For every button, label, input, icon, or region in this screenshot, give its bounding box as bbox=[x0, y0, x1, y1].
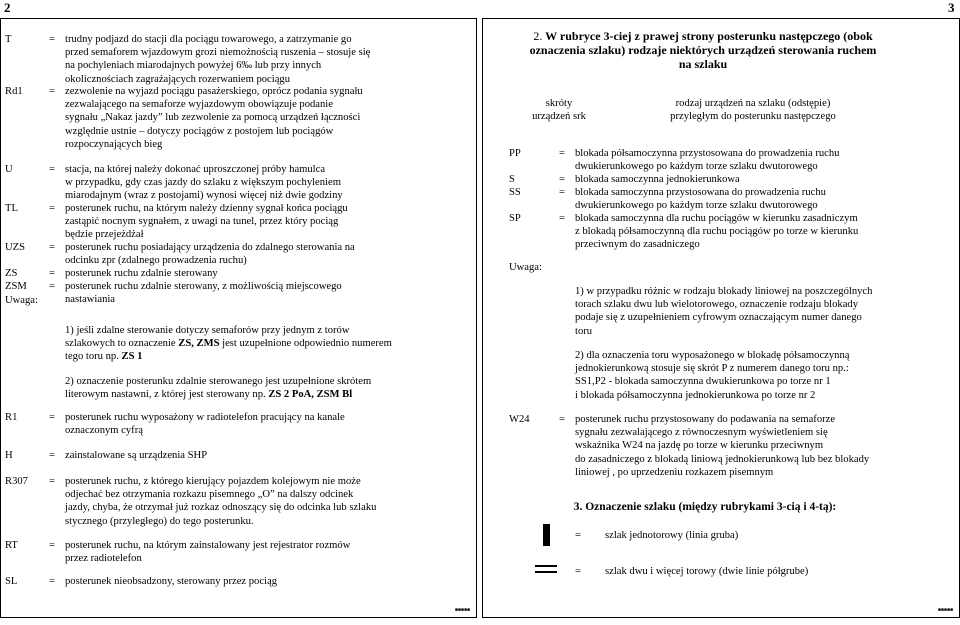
definition-line: przeciwnym do zasadniczego bbox=[575, 239, 700, 251]
definition-line: z blokadą półsamoczynną dla ruchu pociągów po torze w kierunku bbox=[575, 226, 859, 238]
note-line: jednokierunkową stosuje się skrót P z numerem danego toru np.: bbox=[575, 363, 849, 375]
definition-text bbox=[65, 241, 385, 267]
right-page: 2. W rubryce 3-ciej z prawej strony posterunku następczego (obok oznaczenia szlaku) rodzaje niektórych urządzeń sterowania ruchem na szlaku skróty urządzeń srk rodzaj urządzeń na szlaku (odstępie) przyległym do posterunku następczego PP = blokada półsamoczynna przystosowana do prowadzenia ruchu dwukierunkowego po każdym torze szlaku dwutorowego S = blokada samoczynna jednokierunkowa SS = blokada samoczynna przystosowana do prowadzenia ruchu dwukierunkowego po każdym torze szlaku dwutorowego SP = blokada samoczynna dla ruchu pociągów w kierunku zasadniczym z blokadą półsamoczynną dla ruchu pociągów po torze w kierunku przeciwnym do zasadniczego Uwaga: 1) w przypadku różnic w rodzaju blokady liniowej na poszczególnych torach szlaku dwu lub wielotorowego, oznaczenie rodzaju blokady podaje się z uzupełnieniem cyfrowym oznaczającym numer danego toru 2) dla oznaczenia toru wyposażonego w blokadę półsamoczynną jednokierunkową stosuje się skrót P z numerem danego toru np.: SS1,P2 - blokada samoczynna dwukierunkowa po torze nr 1 i blokada półsamoczynna jednokierunkowa po torze nr 2 W24 = posterunek ruchu przystosowany do podawania na semaforze sygnału zezwalającego z równoczesnym wyświetleniem się wskaźnika W24 na jazdę po torze w kierunku przeciwnym do zasadniczego z blokadą liniową jednokierunkową lub bez blokady liniowej , po uprzedzeniu rozkazem pisemnym 3. Oznaczenie szlaku (między rubrykami 3-cią i 4-tą): = szlak jednotorowy (linia gruba) = szlak dwu i więcej torowy (dwie linie półgrube) ■■■■■ bbox=[482, 18, 960, 618]
definition-line: zezwolenie na wyjazd pociągu pasażerskiego, oprócz podania sygnału bbox=[65, 86, 363, 97]
equals-sign: = bbox=[49, 412, 55, 423]
definition-text bbox=[65, 449, 385, 462]
definition-line: jazdy, chyba, że otrzymał już rozkaz odnoszący się do odcinka lub szlaku bbox=[65, 502, 377, 514]
definition-line: miarodajnym (wraz z postojami) wynosi więcej niż dwie godziny bbox=[65, 190, 343, 202]
equals-sign: = bbox=[49, 203, 55, 214]
column-header-type: rodzaj urządzeń na szlaku (odstępie) przyległym do posterunku następczego bbox=[670, 98, 836, 123]
definition-line: posterunek ruchu przystosowany do podawania na semaforze bbox=[575, 414, 836, 425]
definition-line: posterunek ruchu, na którym zainstalowany jest rejestrator rozmów bbox=[65, 540, 351, 551]
equals-sign: = bbox=[559, 148, 565, 159]
definition-line: zezwalającego na semaforze wyjazdowym obowiązuje podanie bbox=[65, 99, 333, 111]
abbreviation: T bbox=[5, 34, 12, 45]
definition-text bbox=[575, 147, 875, 173]
definition-line: liniowej , po uprzedzeniu rozkazem pisemnym bbox=[575, 466, 774, 478]
definition-line: posterunek ruchu zdalnie sterowany, z możliwością miejscowego bbox=[65, 281, 342, 292]
note-line: 2) dla oznaczenia toru wyposażonego w blokadę półsamoczynną bbox=[575, 350, 850, 361]
left-page: T = trudny podjazd do stacji dla pociągu towarowego, a zatrzymanie go przed semaforem wjazdowym grozi niemożnością ruszenia – stosuje się na pochyleniach miarodajnych powyżej 6‰ lub przy innych okolicznościach zagrażających rozerwaniem pociągu Rd1 = zezwolenie na wyjazd pociągu pasażerskiego, oprócz podania sygnału zezwalającego na semaforze wyjazdowym obowiązuje podanie sygnału „Nakaz jazdy” lub zezwolenie za pomocą urządzeń łączności względnie ustnie – dotyczy pociągów z postojem lub pociągów rozpoczynających bieg U = stacja, na której należy dokonać uproszczonej próby hamulca w przypadku, gdy czas jazdy do szlaku z większym pochyleniem miarodajnym (wraz z postojami) wynosi więcej niż dwie godziny TL = posterunek ruchu, na którym należy dzienny sygnał końca pociągu zastąpić nocnym sygnałem, z uwagi na tunel, przez który pociąg będzie przejeżdżał UZS = posterunek ruchu posiadający urządzenia do zdalnego sterowania na odcinku zpr (zdalnego prowadzenia ruchu) ZS = posterunek ruchu zdalnie sterowany ZSM = posterunek ruchu zdalnie sterowany, z możliwością miejscowego nastawiania Uwaga: 1) jeśli zdalne sterowanie dotyczy semaforów przy jednym z torów szlakowych to oznaczenie ZS, ZMS jest uzupełnione odpowiednio numerem tego toru np. ZS 1 2) oznaczenie posterunku zdalnie sterowanego jest uzupełnione skrótem literowym nastawni, z której jest sterowany np. ZS 2 PoA, ZSM Bl R1 = posterunek ruchu wyposażony w radiotelefon pracujący na kanale oznaczonym cyfrą H = zainstalowane są urządzenia SHP R307 = posterunek ruchu, z którego kierujący pojazdem kolejowym nie może odjechać bez otrzymania rozkazu pisemnego „O” na dalszy odcinek jazdy, chyba, że otrzymał już rozkaz odnoszący się do odcinka lub szlaku stycznego (przyległego) do tego posterunku. RT = posterunek ruchu, na którym zainstalowany jest rejestrator rozmów przez radiotelefon SL = posterunek nieobsadzony, sterowany przez pociąg ■■■■■ bbox=[0, 18, 477, 618]
equals-sign: = bbox=[559, 414, 565, 425]
definition-line: do zasadniczego z blokadą liniową jednokierunkową lub bez blokady bbox=[575, 453, 870, 465]
definition-line: trudny podjazd do stacji dla pociągu towarowego, a zatrzymanie go bbox=[65, 34, 352, 45]
left-note-2: 2) oznaczenie posterunku zdalnie sterowanego jest uzupełnione skrótem literowym nastawni, z której jest sterowany np. ZS 2 PoA, ZSM Bl bbox=[65, 376, 372, 401]
note-line: toru bbox=[575, 325, 593, 337]
abbreviation: TL bbox=[5, 203, 18, 214]
definition-line: posterunek ruchu zdalnie sterowany bbox=[65, 268, 218, 279]
note-line: 1) w przypadku różnic w rodzaju blokady liniowej na poszczególnych bbox=[575, 286, 873, 297]
right-note-2 bbox=[575, 349, 875, 402]
definition-line: rozpoczynających bieg bbox=[65, 138, 163, 150]
definition-text bbox=[575, 212, 875, 252]
abbreviation: U bbox=[5, 164, 13, 175]
note-line: torach szlaku dwu lub wielotorowego, oznaczenie rodzaju blokady bbox=[575, 299, 858, 311]
definition-line: posterunek ruchu, z którego kierujący pojazdem kolejowym nie może bbox=[65, 476, 361, 487]
definition-line: blokada samoczynna dla ruchu pociągów w kierunku zasadniczym bbox=[575, 213, 858, 224]
note-line: i blokada półsamoczynna jednokierunkowa po torze nr 2 bbox=[575, 389, 816, 401]
page-number-right: 3 bbox=[948, 0, 955, 15]
equals-sign: = bbox=[559, 213, 565, 224]
double-track-lines-icon bbox=[535, 565, 557, 577]
equals-sign: = bbox=[49, 86, 55, 97]
definition-line: blokada samoczynna jednokierunkowa bbox=[575, 174, 740, 185]
definition-line: dwukierunkowego po każdym torze szlaku dwutorowego bbox=[575, 161, 818, 173]
abbreviation: SL bbox=[5, 576, 18, 587]
definition-text bbox=[65, 33, 385, 86]
equals-sign: = bbox=[49, 450, 55, 461]
equals-sign: = bbox=[559, 174, 565, 185]
definition-text bbox=[65, 267, 385, 280]
definition-line: przed semaforem wjazdowym grozi niemożnością ruszenia – stosuje się bbox=[65, 47, 371, 59]
footer-mark-right: ■■■■■ bbox=[937, 607, 953, 613]
left-note-1: 1) jeśli zdalne sterowanie dotyczy semaforów przy jednym z torów szlakowych to oznaczenie ZS, ZMS jest uzupełnione odpowiednio numerem tego toru np. ZS 1 bbox=[65, 325, 392, 363]
abbreviation: H bbox=[5, 450, 13, 461]
equals-sign: = bbox=[49, 281, 55, 292]
definition-line: zastąpić nocnym sygnałem, z uwagi na tunel, przez który pociąg bbox=[65, 216, 339, 228]
definition-line: blokada samoczynna przystosowana do prowadzenia ruchu bbox=[575, 187, 826, 198]
abbreviation: R307 bbox=[5, 476, 28, 487]
definition-text bbox=[65, 85, 385, 151]
single-track-line-icon bbox=[543, 524, 550, 546]
definition-line: stacja, na której należy dokonać uproszczonej próby hamulca bbox=[65, 164, 326, 175]
definition-line: nastawiania bbox=[65, 294, 116, 306]
page-number-left: 2 bbox=[4, 0, 11, 15]
definition-line: stycznego (przyległego) do tego posterunku. bbox=[65, 515, 254, 527]
abbreviation: SP bbox=[509, 213, 521, 224]
equals-sign: = bbox=[49, 476, 55, 487]
definition-line: blokada półsamoczynna przystosowana do prowadzenia ruchu bbox=[575, 148, 840, 159]
definition-text bbox=[65, 575, 385, 588]
equals-sign: = bbox=[49, 540, 55, 551]
abbreviation: RT bbox=[5, 540, 18, 551]
definition-line: wskaźnika W24 na jazdę po torze w kierunku przeciwnym bbox=[575, 440, 824, 452]
equals-sign: = bbox=[49, 242, 55, 253]
definition-text bbox=[65, 475, 385, 528]
equals-sign: = bbox=[49, 164, 55, 175]
right-note-1 bbox=[575, 285, 875, 338]
abbreviation: ZS bbox=[5, 268, 18, 279]
definition-text bbox=[65, 411, 385, 437]
abbreviation: R1 bbox=[5, 412, 18, 423]
definition-line: posterunek ruchu posiadający urządzenia do zdalnego sterowania na bbox=[65, 242, 355, 253]
definition-line: posterunek nieobsadzony, sterowany przez pociąg bbox=[65, 576, 277, 587]
definition-line: odcinku zpr (zdalnego prowadzenia ruchu) bbox=[65, 255, 247, 267]
definition-line: w przypadku, gdy czas jazdy do szlaku z większym pochyleniem bbox=[65, 177, 341, 189]
abbreviation: SS bbox=[509, 187, 521, 198]
definition-line: posterunek ruchu wyposażony w radiotelefon pracujący na kanale bbox=[65, 412, 345, 423]
definition-text bbox=[575, 173, 875, 186]
column-header-abbr: skróty urządzeń srk bbox=[532, 98, 586, 123]
definition-text bbox=[575, 413, 875, 479]
definition-line: odjechać bez otrzymania rozkazu pisemnego „O” na dalszy odcinek bbox=[65, 489, 354, 501]
definition-line: sygnału „Nakaz jazdy” lub zezwolenie za pomocą urządzeń łączności bbox=[65, 112, 361, 124]
definition-line: względnie ustnie – dotyczy pociągów z postojem lub pociągów bbox=[65, 125, 334, 137]
note-line: SS1,P2 - blokada samoczynna dwukierunkowa po torze nr 1 bbox=[575, 376, 831, 388]
definition-text bbox=[575, 186, 875, 212]
equals-sign: = bbox=[49, 34, 55, 45]
definition-line: na pochyleniach miarodajnych powyżej 6‰ lub przy innych bbox=[65, 60, 322, 72]
abbreviation: Rd1 bbox=[5, 86, 23, 97]
definition-text bbox=[65, 539, 385, 565]
equals-sign: = bbox=[49, 576, 55, 587]
abbreviation: S bbox=[509, 174, 515, 185]
definition-text bbox=[65, 280, 385, 306]
right-heading: 2. W rubryce 3-ciej z prawej strony posterunku następczego (obok oznaczenia szlaku) rodzaje niektórych urządzeń sterowania ruchem na szlaku bbox=[529, 29, 877, 71]
equals-sign: = bbox=[49, 268, 55, 279]
note-line: podaje się z uzupełnieniem cyfrowym oznaczającym numer danego bbox=[575, 312, 862, 324]
definition-line: zainstalowane są urządzenia SHP bbox=[65, 450, 208, 461]
definition-text bbox=[65, 163, 385, 203]
definition-line: dwukierunkowego po każdym torze szlaku dwutorowego bbox=[575, 200, 818, 212]
abbreviation: W24 bbox=[509, 414, 530, 425]
abbreviation: ZSM bbox=[5, 281, 27, 292]
footer-mark-left: ■■■■■ bbox=[454, 607, 470, 613]
definition-text bbox=[65, 202, 385, 242]
definition-line: przez radiotelefon bbox=[65, 553, 142, 565]
definition-line: oznaczonym cyfrą bbox=[65, 425, 143, 437]
definition-line: posterunek ruchu, na którym należy dzienny sygnał końca pociągu bbox=[65, 203, 348, 214]
definition-line: będzie przejeżdżał bbox=[65, 229, 144, 241]
abbreviation: UZS bbox=[5, 242, 26, 253]
definition-line: okolicznościach zagrażających rozerwaniem pociągu bbox=[65, 73, 290, 85]
equals-sign: = bbox=[559, 187, 565, 198]
section-3-heading: 3. Oznaczenie szlaku (między rubrykami 3-cią i 4-tą): bbox=[573, 501, 837, 513]
definition-line: sygnału zezwalającego z równoczesnym wyświetleniem się bbox=[575, 427, 828, 439]
abbreviation: PP bbox=[509, 148, 521, 159]
